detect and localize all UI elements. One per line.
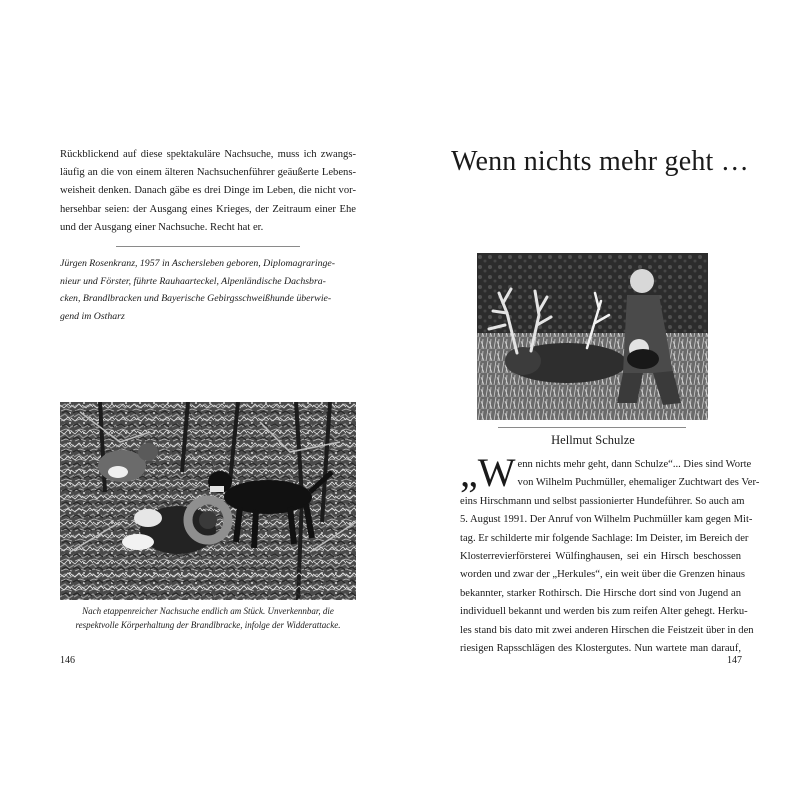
- bio-line: Jürgen Rosenkranz, 1957 in Aschersleben geboren, Diplomagraringe-: [60, 258, 335, 269]
- author-bio: [60, 255, 356, 325]
- page-number-left: 146: [60, 655, 75, 666]
- forest-dogs-image: [60, 402, 356, 600]
- body-line: enn nichts mehr geht, dann Schulze“... Dies sind Worte: [517, 459, 752, 470]
- body-line: riesigen Rapsschlägen des Klostergutes. Nun wartete man darauf,: [460, 643, 741, 655]
- body-line: Klosterrevierförsterei Wülfinghausen, sei ein Hirsch beschossen: [460, 551, 741, 563]
- body-line: bekannter, starker Rothirsch. Die Hirsche dort sind von Jugend an: [460, 587, 741, 599]
- body-line: 5. August 1991. Der Anruf von Wilhelm Puchmüller kam gegen Mit-: [460, 514, 753, 526]
- hunter-stag-photo: [477, 253, 708, 420]
- text-line: läufig an die von einem älteren Nachsuchenführer geäußerte Lebens-: [60, 167, 356, 179]
- hunter-stag-image: [477, 253, 708, 420]
- body-line: worden und zwar der „Herkules“, ein weit über die Grenzen hinaus: [460, 569, 746, 581]
- chapter-body: [460, 450, 760, 658]
- text-line: und der Ausgang einer Nachsuche. Recht hat er.: [60, 221, 264, 233]
- body-line: von Wilhelm Puchmüller, ehemaliger Zuchtwart des Ver-: [517, 477, 760, 489]
- text-line: Rückblickend auf diese spektakuläre Nachsuche, muss ich zwangs-: [60, 149, 356, 160]
- body-line: les stand bis dato mit zwei anderen Hirschen die Feistzeit über in den: [460, 624, 754, 636]
- bio-line: cken, Brandlbracken und Bayerische Gebirgsschweißhunde überwie-: [60, 293, 332, 304]
- bio-line: gend im Ostharz: [60, 310, 125, 322]
- chapter-title: Wenn nichts mehr geht …: [451, 146, 749, 177]
- page-number-right: 147: [727, 655, 742, 666]
- forest-dogs-photo: [60, 402, 356, 600]
- caption-line: Nach etappenreicher Nachsuche endlich am Stück. Unverkennbar, die: [82, 606, 334, 616]
- bio-line: nieur und Förster, führte Rauhaarteckel, Alpenländische Dachsbra-: [60, 275, 326, 287]
- text-line: hersehbar seien: der Ausgang eines Krieges, der Zeitraum einer Ehe: [60, 203, 356, 215]
- right-photo-caption: Hellmut Schulze: [551, 433, 635, 447]
- body-line: eins Hirschmann und selbst passionierter Hundeführer. So auch am: [460, 495, 745, 507]
- left-photo-caption: [60, 605, 356, 632]
- text-line: weisheit denken. Danach gäbe es drei Dinge im Leben, die nicht vor-: [60, 185, 356, 197]
- intro-paragraph: [60, 146, 356, 237]
- drop-cap: „W: [460, 450, 516, 495]
- body-line: tag. Er schilderte mir folgende Sachlage: Im Deister, im Bereich der: [460, 532, 749, 544]
- body-line: individuell bekannt und werden bis zum reifen Alter gehegt. Herku-: [460, 606, 748, 618]
- photo-divider-rule: [498, 427, 686, 428]
- divider-rule: [116, 246, 300, 247]
- caption-line: respektvolle Körperhaltung der Brandlbracke, infolge der Widderattacke.: [75, 619, 341, 630]
